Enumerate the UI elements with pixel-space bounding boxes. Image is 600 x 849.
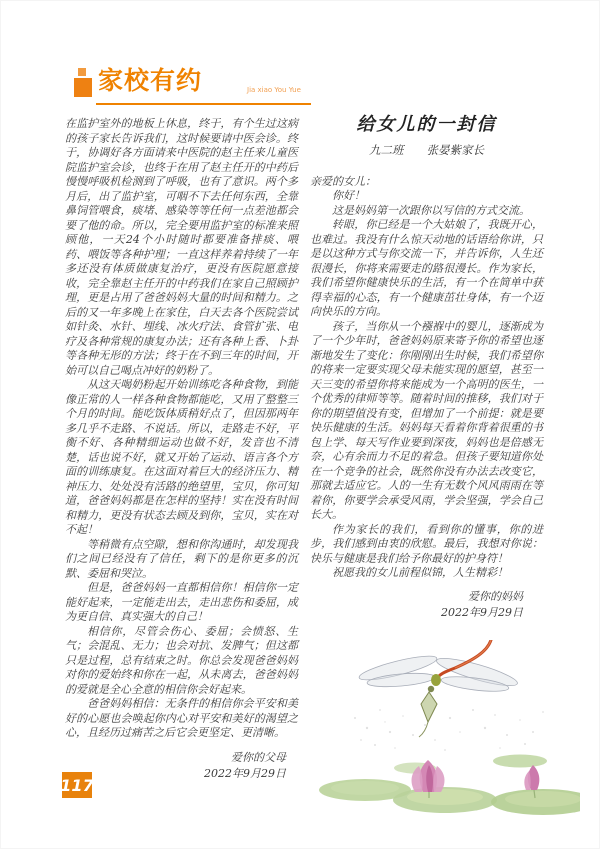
left-paragraph-3: 等稍微有点空隙，想和你沟通时，却发现我们之间已经没有了信任，剩下的是你更多的沉默、委屈和哭泣。 [65, 537, 298, 580]
letter-salutation: 亲爱的女儿： [310, 174, 376, 188]
letter-title: 给女儿的一封信 [356, 114, 497, 135]
right-signature-block [310, 589, 543, 621]
right-paragraph-3: 转眼，你已经是一个大姑娘了，我既开心，也难过。我没有什么惊天动地的话语给你讲，只是以这种方式与你交流一下，并告诉你，人生还很漫长，你将来需要走的路很漫长。作为家长，我们希望你健康快乐的生活，有一个在简单中获得幸福的心态，有一个健康茁壮身体，有一个迈向快乐的方向。 [310, 218, 543, 318]
right-signature: 爱你的妈妈 [468, 589, 523, 603]
logo-square-small [78, 68, 86, 76]
section-title: 家校有约 [98, 66, 203, 95]
mist-speckles [354, 709, 544, 751]
lotus-bud [524, 765, 539, 790]
right-paragraph-4: 孩子，当你从一个襁褓中的婴儿，逐渐成为了一个少年时，爸爸妈妈原来寄予你的希望也逐渐地发生了变化：你刚刚出生时候，我们希望你的将来一定要实现父母未能实现的愿望，甚至一天三变的希望你将来能成为一个高明的医生，一个优秀的律师等等。随着时间的推移，我们对于你的期望值没有变，但增加了一个前提：就是要快乐健康的生活。妈妈每天看着你背着很重的书包上学、每天写作业要到深夜，妈妈也是倍感无奈，心有余而力不足的着急。但孩子要知道你处在一个竞争的社会，既然你没有办法去改变它，那就去适应它。人的一生有无数个风风雨雨在等着你，你要学会承受风雨，学会坚强，学会自己长大。 [310, 319, 543, 521]
header-underline [96, 103, 311, 105]
dragonfly-lotus-illustration [295, 640, 580, 845]
logo-square-big [74, 78, 92, 97]
right-paragraph-1: 你好！ [332, 189, 365, 202]
letter-body [310, 175, 543, 581]
page-number-badge: 117 [62, 772, 92, 798]
right-column [310, 112, 543, 621]
section-header [62, 64, 542, 112]
right-paragraph-5: 作为家长的我们，看到你的懂事，你的进步，我们感到由衷的欣慰。最后，我想对你说：快乐与健康是我们给予你最好的护身符！ [310, 522, 543, 565]
left-paragraph-5: 相信你，尽管会伤心、委屈；会愤怒、生气；会混乱、无力；也会对抗、发脾气；但这都只是过程，总有结束之时。你总会发现爸爸妈妈对你的爱始终和你在一起，从未离去，爸爸妈妈的爱就是全心全意的相信你会好起来。 [65, 624, 298, 696]
left-signature-block [65, 750, 298, 782]
letter-byline: 九二班 张晏紫家长 [369, 143, 484, 157]
left-signature: 爱你的父母 [231, 750, 286, 764]
right-paragraph-6: 祝愿我的女儿前程似锦，人生精彩！ [332, 566, 508, 579]
lily-pads [319, 755, 580, 816]
right-signature-date: 2022年9月29日 [441, 605, 523, 619]
left-paragraph-2: 从这天喝奶粉起开始训练吃各种食物，到能像正常的人一样各种食物都能吃，又用了整整三个月的时间。能吃饭体质稍好点了，但因那两年多几乎不走路、不说话。所以，走路走不好，平衡不好、各种精细运动也做不好，发音也不清楚，话也说不好，就又开始了运动、语言各个方面的训练康复。在这面对着巨大的经济压力、精神压力、处处没有活路的绝望里，宝贝，你可知道，爸爸妈妈都是在怎样的坚持！实在没有时间和精力，更没有状态去顾及到你，宝贝，实在对不起！ [65, 378, 298, 536]
left-paragraph-1: 在监护室外的地板上休息，终于，有个生过这病的孩子家长告诉我们，这时候要请中医会诊。终于，协调好各方面请来中医院的赵主任来儿童医院监护室会诊，也终于在用了赵主任开的中药后慢慢呼吸机检测到了呼吸，也有了意识。两个多月后，出了监护室，可咽不下去任何东西，全靠鼻饲管喂食，痰堵、感染等等任何一点差池都会要了他的命。所以，完全要用监护室的标准来照顾他，一天24个小时随时都要准备排痰、喂药、喂饭等各种护理；一直这样养着持续了一年多还没有体质做康复治疗，更没有医院愿意接收，完全靠赵主任开的中药我们在家自己照顾护理，更是占用了爸爸妈妈大量的时间和精力。之后的又一年多晚上在家住，白天去各个医院尝试如针灸、水针、埋线、冰火疗法、食管扩张、电疗及各种常规的康复办法；还有各种上香、卜卦等各种无形的方法；终于在不到三年的时间，开始可以自己喝点冲好的奶粉了。 [65, 117, 298, 377]
left-column [65, 117, 298, 782]
left-paragraph-4: 但是，爸爸妈妈一直都相信你！相信你一定能好起来，一定能走出去，走出悲伤和委屈，成为更自信、真实强大的自己！ [65, 581, 298, 623]
left-signature-date: 2022年9月29日 [204, 766, 286, 780]
dragonfly [357, 640, 519, 737]
right-paragraph-2: 这是妈妈第一次跟你以写信的方式交流。 [332, 203, 530, 217]
left-paragraph-6: 爸爸妈妈相信：无条件的相信你会平安和美好的心愿也会唤起你内心对平安和美好的渴望之心，且经历过痛苦之后它会更坚定、更清晰。 [65, 697, 298, 739]
section-title-pinyin: Jia xiao You Yue [247, 86, 301, 94]
